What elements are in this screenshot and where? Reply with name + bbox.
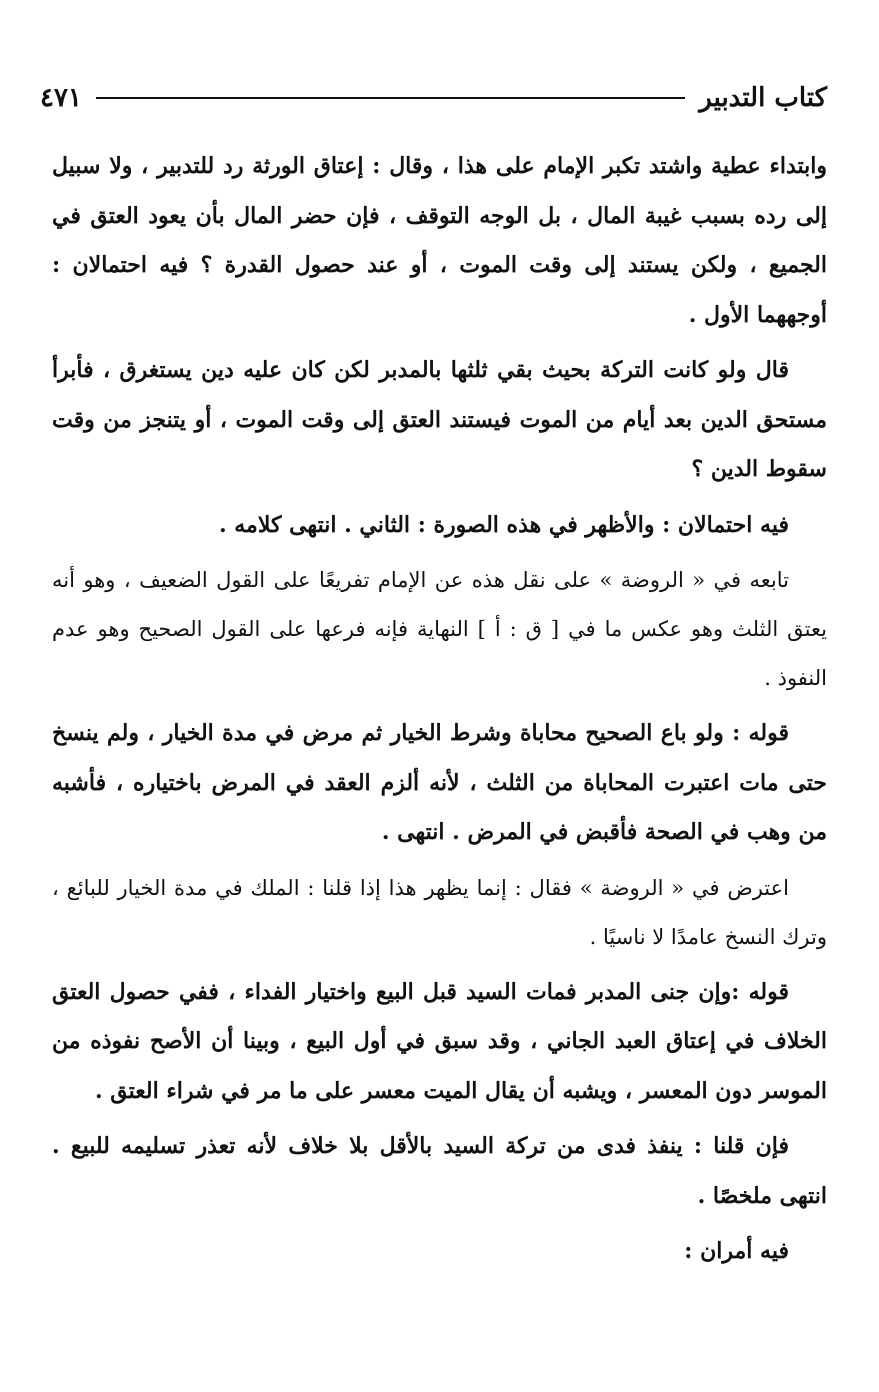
- paragraph: وابتداء عطية واشتد تكبر الإمام على هذا ، وقال : إعتاق الورثة رد للتدبير ، ولا سبيل إلى رده بسبب غيبة المال ، بل الوجه التوقف ، فإن حضر المال بأن يعود العتق في الجميع ، ولكن يستند إلى وقت الموت ، أو عند حصول القدرة ؟ فيه احتمالان : أوجههما الأول .: [52, 153, 827, 328]
- paragraph: فيه احتمالان : والأظهر في هذه الصورة : الثاني . انتهى كلامه .: [218, 511, 789, 538]
- header-rule: [96, 97, 685, 99]
- chapter-title: كتاب التدبير: [699, 83, 827, 113]
- commentary-paragraph: اعترض في « الروضة » فقال : إنما يظهر هذا إذا قلنا : الملك في مدة الخيار للبائع ، وترك النسخ عامدًا لا ناسيًا .: [52, 875, 827, 949]
- commentary-paragraph: تابعه في « الروضة » على نقل هذه عن الإمام تفريعًا على القول الضعيف ، وهو أنه يعتق الثلث وهو عكس ما في [ ق : أ ] النهاية فإنه فرعها على القول الصحيح وهو عدم النفوذ .: [52, 568, 827, 690]
- paragraph: قال ولو كانت التركة بحيث بقي ثلثها بالمدبر لكن كان عليه دين يستغرق ، فأبرأ مستحق الدين بعد أيام من الموت فيستند العتق إلى وقت الموت ، أو يتنجز من وقت سقوط الدين ؟: [52, 357, 827, 482]
- paragraph: قوله :وإن جنى المدبر فمات السيد قبل البيع واختيار الفداء ، ففي حصول العتق الخلاف في إعتاق العبد الجاني ، وقد سبق في أول البيع ، وبينا أن الأصح نفوذه من الموسر دون المعسر ، ويشبه أن يقال الميت معسر على ما مر في شراء العتق .: [52, 978, 827, 1104]
- page-body: [52, 142, 827, 1277]
- page-number: ٤٧١: [40, 83, 82, 113]
- paragraph: قوله : ولو باع الصحيح محاباة وشرط الخيار ثم مرض في مدة الخيار ، ولم ينسخ حتى مات اعتبرت المحاباة من الثلث ، لأنه ألزم العقد في المرض باختياره ، فأشبه من وهب في الصحة فأقبض في المرض . انتهى .: [52, 720, 827, 845]
- paragraph: فيه أمران :: [684, 1238, 789, 1264]
- paragraph: فإن قلنا : ينفذ فدى من تركة السيد بالأقل بلا خلاف لأنه تعذر تسليمه للبيع . انتهى ملخصًا .: [52, 1133, 827, 1209]
- page-header: [40, 78, 827, 118]
